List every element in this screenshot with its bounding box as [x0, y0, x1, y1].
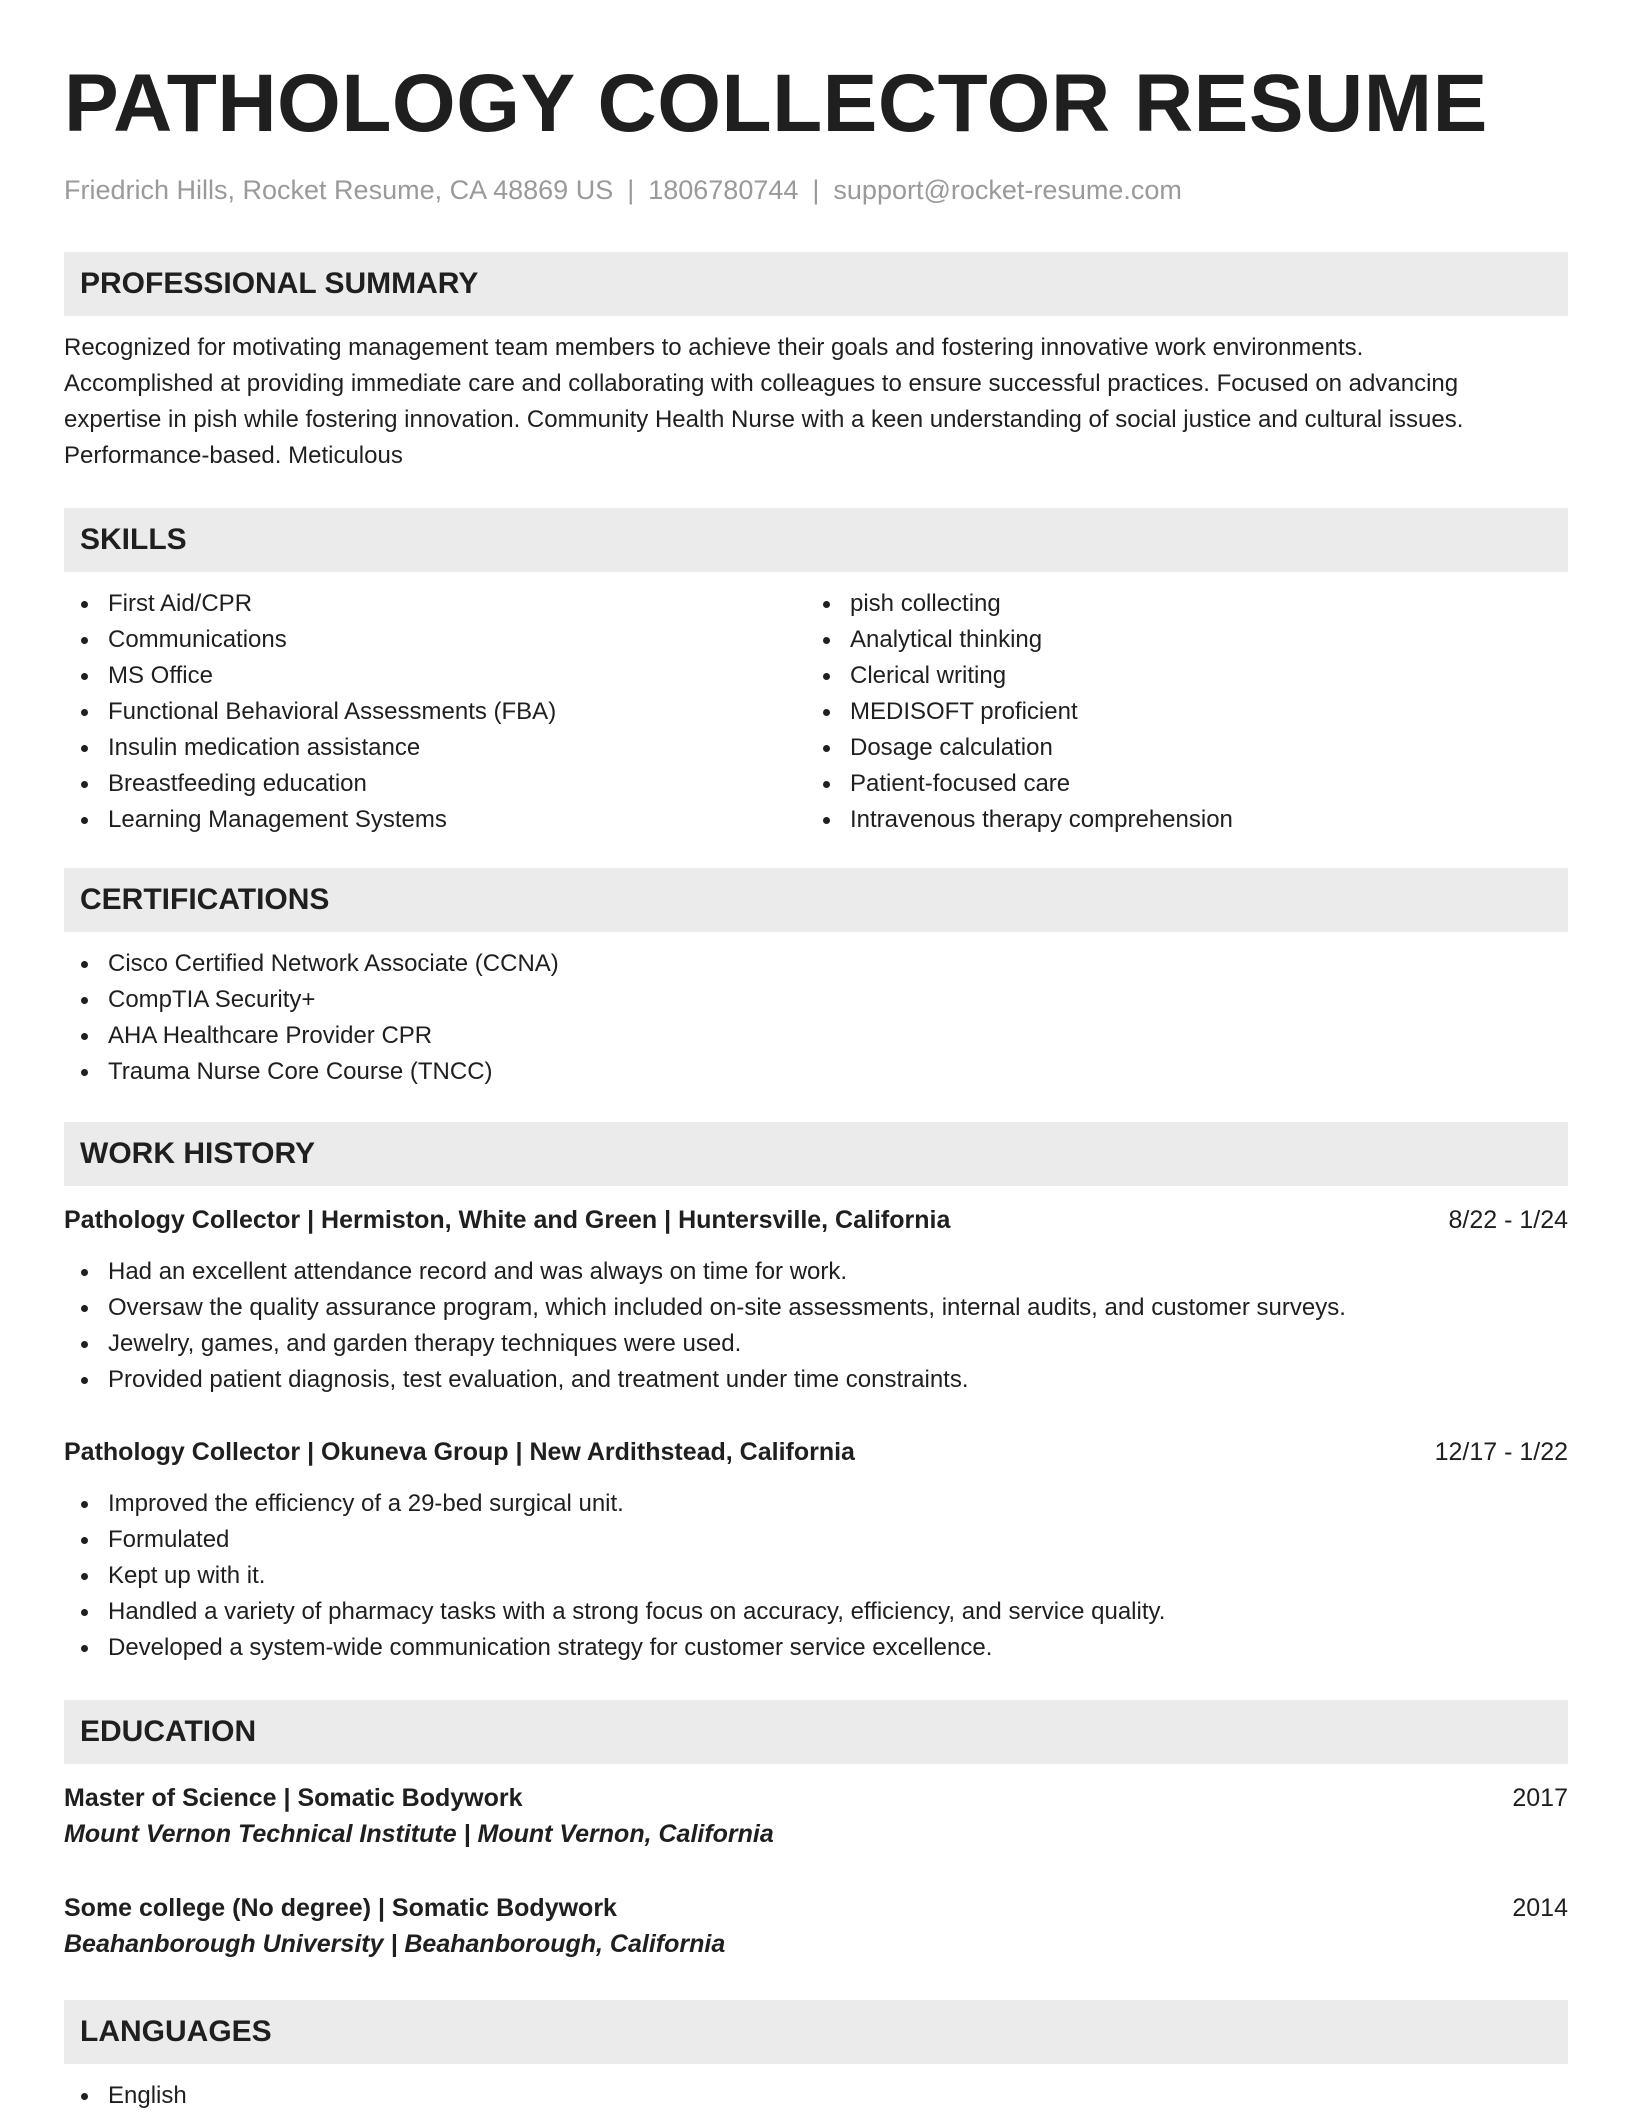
job-header: [64, 1434, 1568, 1470]
job-dates: 8/22 - 1/24: [1448, 1206, 1568, 1234]
education-degree: Some college (No degree) | Somatic Bodywork: [64, 1894, 617, 1922]
job-dates: 12/17 - 1/22: [1434, 1438, 1568, 1466]
contact-separator: |: [627, 175, 635, 205]
skill-item: Breastfeeding education: [64, 766, 806, 802]
skill-item: Insulin medication assistance: [64, 730, 806, 766]
education-entry: [64, 1890, 1568, 1962]
education-school: Beahanborough University | Beahanborough, California: [64, 1930, 726, 1958]
job-entry: [64, 1434, 1568, 1666]
resume-title: PATHOLOGY COLLECTOR RESUME: [64, 58, 1488, 149]
job-bullet: Jewelry, games, and garden therapy techniques were used.: [64, 1326, 1568, 1362]
education-header: [64, 1890, 1568, 1926]
certifications-heading: CERTIFICATIONS: [64, 868, 1568, 932]
summary-line: expertise in pish while fostering innovation. Community Health Nurse with a keen understanding of social justice and cultural issues.: [64, 406, 1464, 433]
job-bullets: [64, 1254, 1568, 1398]
job-bullet: Oversaw the quality assurance program, which included on-site assessments, internal audits, and customer surveys.: [64, 1290, 1568, 1326]
skill-item: Intravenous therapy comprehension: [806, 802, 1548, 838]
skill-item: pish collecting: [806, 586, 1548, 622]
skills-heading: SKILLS: [64, 508, 1568, 572]
education-header: [64, 1780, 1568, 1816]
job-title: Pathology Collector | Hermiston, White and Green | Huntersville, California: [64, 1206, 951, 1234]
summary-line: Performance-based. Meticulous: [64, 442, 403, 469]
skill-item: First Aid/CPR: [64, 586, 806, 622]
certification-item: CompTIA Security+: [64, 982, 1568, 1018]
skill-item: Communications: [64, 622, 806, 658]
work-history-heading: WORK HISTORY: [64, 1122, 1568, 1186]
contact-line: [64, 172, 1568, 208]
summary-heading: PROFESSIONAL SUMMARY: [64, 252, 1568, 316]
summary-text: [64, 330, 1568, 474]
education-year: 2014: [1512, 1894, 1568, 1922]
education-year: 2017: [1512, 1784, 1568, 1812]
skill-item: Analytical thinking: [806, 622, 1548, 658]
contact-email: support@rocket-resume.com: [833, 175, 1182, 205]
skills-column-right: [806, 586, 1548, 838]
certification-item: Trauma Nurse Core Course (TNCC): [64, 1054, 1568, 1090]
skill-item: MS Office: [64, 658, 806, 694]
skill-item: Functional Behavioral Assessments (FBA): [64, 694, 806, 730]
summary-line: Accomplished at providing immediate care and collaborating with colleagues to ensure successful practices. Focused on advancing: [64, 370, 1459, 397]
job-bullet: Formulated: [64, 1522, 1568, 1558]
contact-phone: 1806780744: [648, 175, 799, 205]
skill-item: MEDISOFT proficient: [806, 694, 1548, 730]
summary-line: Recognized for motivating management team members to achieve their goals and fostering innovative work environments.: [64, 334, 1364, 361]
job-bullets: [64, 1486, 1568, 1666]
job-entry: [64, 1202, 1568, 1398]
skills-column-left: [64, 586, 806, 838]
skill-item: Dosage calculation: [806, 730, 1548, 766]
skill-item: Patient-focused care: [806, 766, 1548, 802]
job-bullet: Provided patient diagnosis, test evaluation, and treatment under time constraints.: [64, 1362, 1568, 1398]
certifications-list: [64, 946, 1568, 1090]
contact-address: Friedrich Hills, Rocket Resume, CA 48869 US: [64, 175, 614, 205]
job-header: [64, 1202, 1568, 1238]
languages-list: [64, 2078, 1568, 2112]
education-heading: EDUCATION: [64, 1700, 1568, 1764]
certification-item: Cisco Certified Network Associate (CCNA): [64, 946, 1568, 982]
job-bullet: Improved the efficiency of a 29-bed surgical unit.: [64, 1486, 1568, 1522]
job-bullet: Developed a system-wide communication strategy for customer service excellence.: [64, 1630, 1568, 1666]
education-degree: Master of Science | Somatic Bodywork: [64, 1784, 523, 1812]
job-bullet: Handled a variety of pharmacy tasks with a strong focus on accuracy, efficiency, and service quality.: [64, 1594, 1568, 1630]
education-entry: [64, 1780, 1568, 1852]
education-school: Mount Vernon Technical Institute | Mount Vernon, California: [64, 1820, 774, 1848]
job-bullet: Kept up with it.: [64, 1558, 1568, 1594]
skill-item: Learning Management Systems: [64, 802, 806, 838]
skill-item: Clerical writing: [806, 658, 1548, 694]
skills-list: [64, 586, 1568, 838]
job-bullet: Had an excellent attendance record and was always on time for work.: [64, 1254, 1568, 1290]
contact-separator: |: [812, 175, 820, 205]
language-item: English: [64, 2078, 1568, 2112]
job-title: Pathology Collector | Okuneva Group | New Ardithstead, California: [64, 1438, 855, 1466]
certification-item: AHA Healthcare Provider CPR: [64, 1018, 1568, 1054]
languages-heading: LANGUAGES: [64, 2000, 1568, 2064]
